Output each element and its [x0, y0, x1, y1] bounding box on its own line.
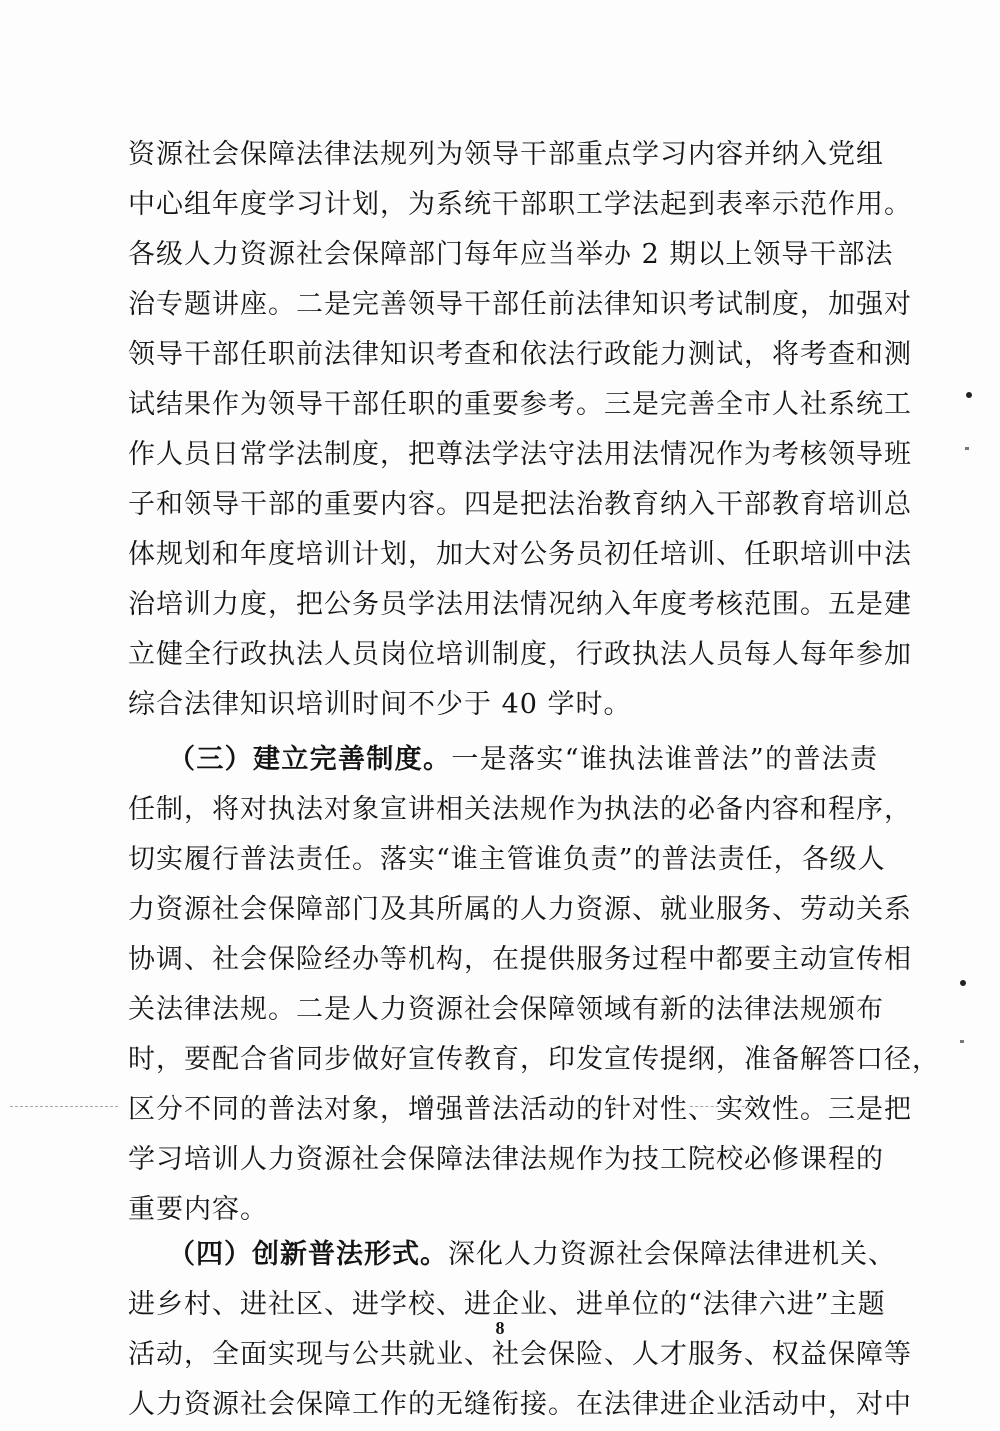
paragraph-line: 人力资源社会保障工作的无缝衔接。在法律进企业活动中，对中: [128, 1389, 912, 1420]
paragraph-line: 立健全行政执法人员岗位培训制度，行政执法人员每人每年参加: [128, 639, 912, 670]
paragraph-line: 力资源社会保障部门及其所属的人力资源、就业服务、劳动关系: [128, 894, 912, 925]
scan-speck: [960, 1040, 964, 1043]
paragraph-line: 体规划和年度培训计划，加大对公务员初任培训、任职培训中法: [128, 539, 912, 570]
paragraph-line: 学习培训人力资源社会保障法律法规作为技工院校必修课程的: [128, 1144, 884, 1175]
paragraph-line: 协调、社会保险经办等机构，在提供服务过程中都要主动宣传相: [128, 944, 912, 975]
scan-speck: [965, 447, 969, 450]
paragraph-line: 领导干部任职前法律知识考查和依法行政能力测试，将考查和测: [128, 339, 912, 370]
paragraph-line: 切实履行普法责任。落实“谁主管谁负责”的普法责任，各级人: [128, 844, 886, 875]
section-4-first-line: [168, 1232, 896, 1278]
paragraph-line: 重要内容。: [128, 1194, 268, 1225]
paragraph-line: 治培训力度，把公务员学法用法情况纳入年度考核范围。五是建: [128, 589, 912, 620]
paragraph-line: 时，要配合省同步做好宣传教育，印发宣传提纲，准备解答口径，: [128, 1044, 940, 1075]
section-4-heading: （四）创新普法形式。: [168, 1239, 448, 1270]
paragraph-line: 治专题讲座。二是完善领导干部任前法律知识考试制度，加强对: [128, 289, 912, 320]
paragraph-line: 区分不同的普法对象，增强普法活动的针对性、实效性。三是把: [128, 1094, 912, 1125]
paragraph-line: 作人员日常学法制度，把尊法学法守法用法情况作为考核领导班: [128, 439, 912, 470]
paragraph-line: 中心组年度学习计划，为系统干部职工学法起到表率示范作用。: [128, 189, 912, 220]
paragraph-line: 任制，将对执法对象宣讲相关法规作为执法的必备内容和程序，: [128, 794, 912, 825]
paragraph-line: 各级人力资源社会保障部门每年应当举办 2 期以上领导干部法: [128, 239, 894, 270]
scan-speck: [960, 980, 966, 986]
scan-speck: [966, 392, 972, 398]
paragraph-line: 子和领导干部的重要内容。四是把法治教育纳入干部教育培训总: [128, 489, 912, 520]
paragraph-line: 综合法律知识培训时间不少于 40 学时。: [128, 689, 632, 720]
paragraph-line: 活动，全面实现与公共就业、社会保险、人才服务、权益保障等: [128, 1339, 912, 1370]
section-3-heading: （三）建立完善制度。: [168, 744, 452, 775]
scan-artifact-line: [690, 1106, 760, 1107]
paragraph-line: 资源社会保障法律法规列为领导干部重点学习内容并纳入党组: [128, 139, 884, 170]
page-number: 8: [495, 1318, 505, 1338]
section-4-first-line-text: 深化人力资源社会保障法律进机关、: [448, 1239, 896, 1270]
paragraph-line: 关法律法规。二是人力资源社会保障领域有新的法律法规颁布: [128, 994, 884, 1025]
paragraph-line: 试结果作为领导干部任职的重要参考。三是完善全市人社系统工: [128, 389, 912, 420]
section-3-first-line-text: 一是落实“谁执法谁普法”的普法责: [451, 744, 878, 775]
section-3-first-line: [168, 737, 878, 783]
paragraph-line: 进乡村、进社区、进学校、进企业、进单位的“法律六进”主题: [128, 1289, 886, 1320]
scan-artifact-line: [10, 1106, 118, 1107]
